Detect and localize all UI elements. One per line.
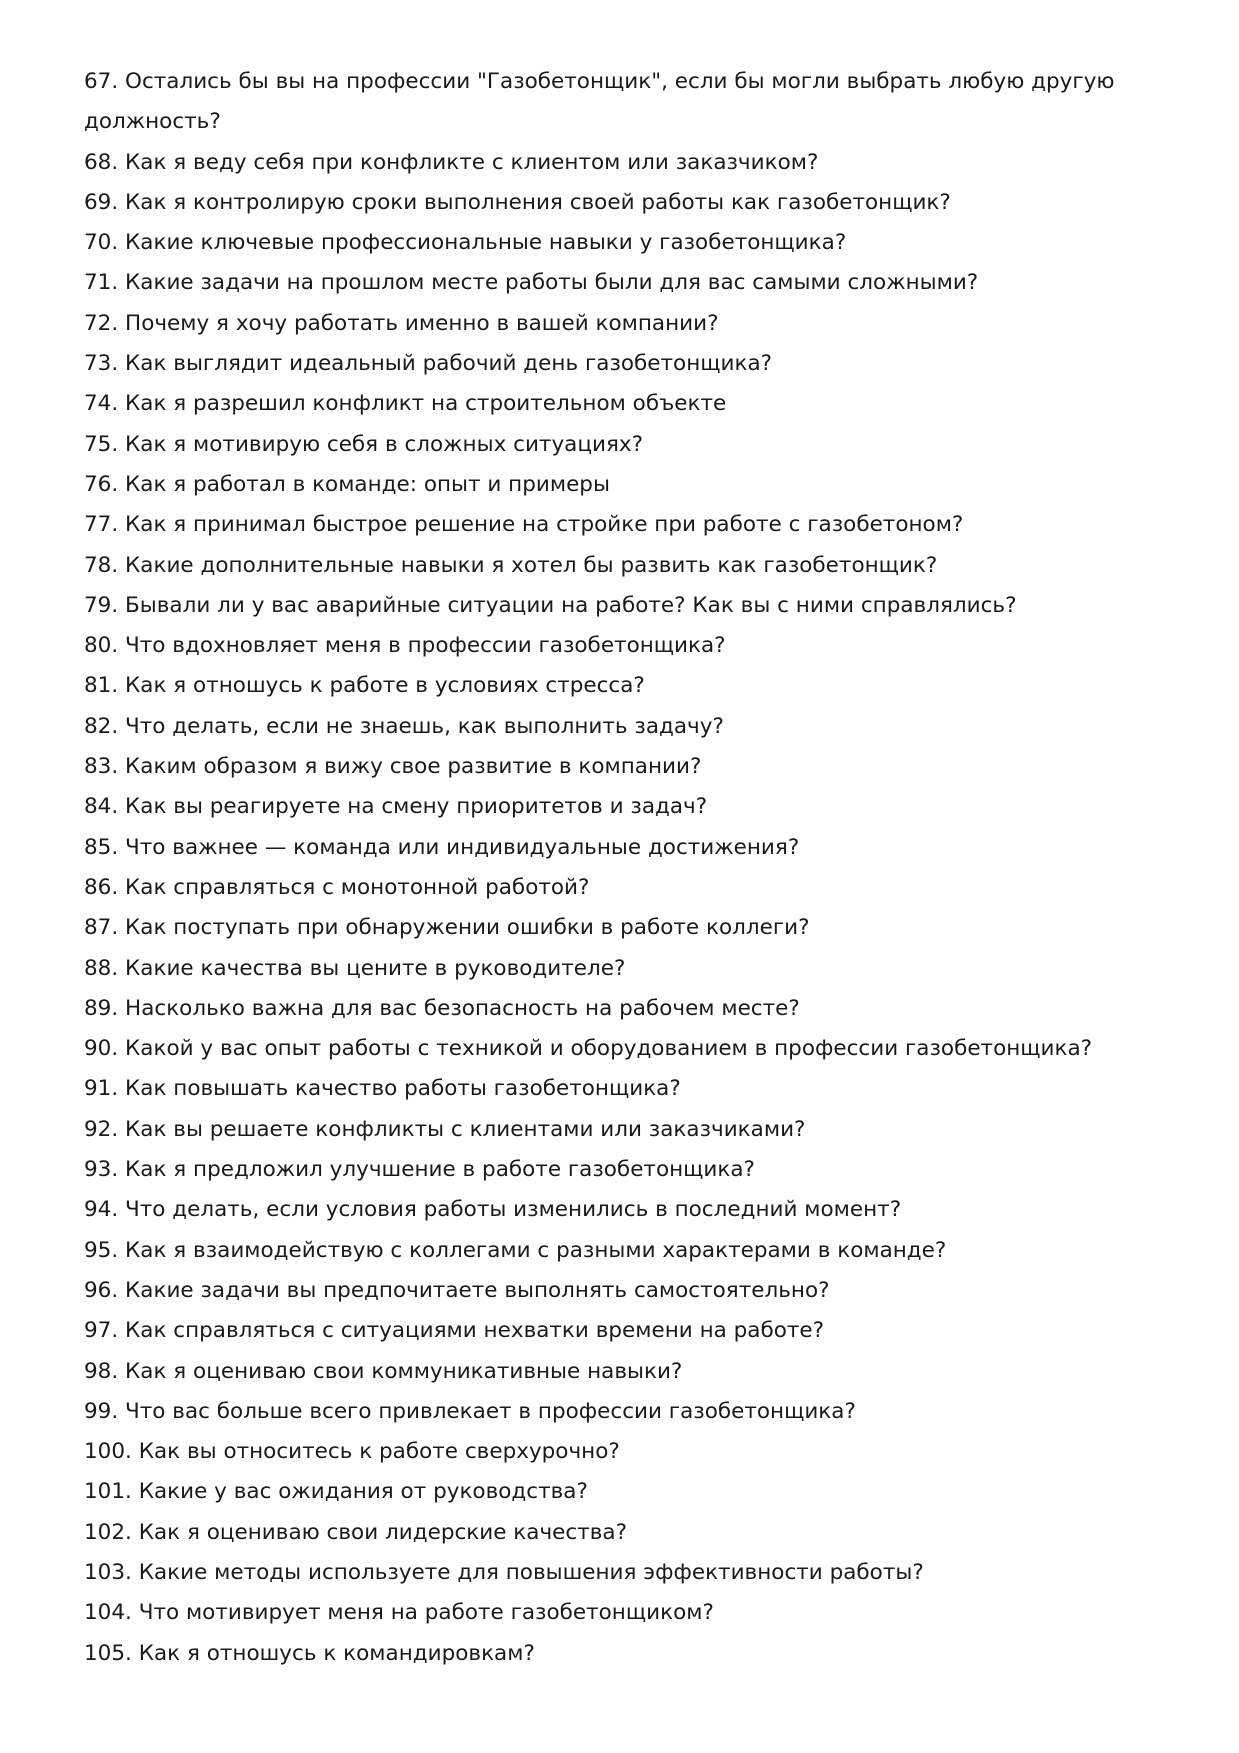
list-item: 91. Как повышать качество работы газобетонщика?: [84, 1076, 681, 1102]
list-item: 92. Как вы решаете конфликты с клиентами или заказчиками?: [84, 1116, 806, 1142]
list-item: 78. Какие дополнительные навыки я хотел бы развить как газобетонщик?: [84, 552, 938, 578]
list-item: 74. Как я разрешил конфликт на строительном объекте: [84, 391, 727, 417]
list-item: 95. Как я взаимодействую с коллегами с разными характерами в команде?: [84, 1237, 947, 1263]
list-item: 100. Как вы относитесь к работе сверхурочно?: [84, 1439, 620, 1465]
list-item: 77. Как я принимал быстрое решение на стройке при работе с газобетоном?: [84, 512, 964, 538]
list-item: 67. Остались бы вы на профессии "Газобетонщик", если бы могли выбрать любую другую должность?: [84, 69, 1115, 135]
list-item: 89. Насколько важна для вас безопасность на рабочем месте?: [84, 995, 800, 1021]
list-item: 75. Как я мотивирую себя в сложных ситуациях?: [84, 431, 644, 457]
list-item: 79. Бывали ли у вас аварийные ситуации на работе? Как вы с ними справлялись?: [84, 592, 1017, 618]
list-item: 104. Что мотивирует меня на работе газобетонщиком?: [84, 1600, 714, 1626]
list-item: 101. Какие у вас ожидания от руководства?: [84, 1479, 588, 1505]
list-item: 97. Как справляться с ситуациями нехватки времени на работе?: [84, 1318, 825, 1344]
list-item: 98. Как я оцениваю свои коммуникативные навыки?: [84, 1358, 683, 1384]
list-item: 82. Что делать, если не знаешь, как выполнить задачу?: [84, 713, 724, 739]
list-item: 68. Как я веду себя при конфликте с клиентом или заказчиком?: [84, 149, 819, 175]
list-item: 99. Что вас больше всего привлекает в профессии газобетонщика?: [84, 1398, 856, 1424]
list-item: 87. Как поступать при обнаружении ошибки в работе коллеги?: [84, 915, 810, 941]
list-item: 81. Как я отношусь к работе в условиях стресса?: [84, 673, 645, 699]
list-item: 73. Как выглядит идеальный рабочий день газобетонщика?: [84, 351, 773, 377]
list-item: 76. Как я работал в команде: опыт и примеры: [84, 471, 610, 497]
list-item: 80. Что вдохновляет меня в профессии газобетонщика?: [84, 633, 726, 659]
list-item: 94. Что делать, если условия работы изменились в последний момент?: [84, 1197, 902, 1223]
list-item: 96. Какие задачи вы предпочитаете выполнять самостоятельно?: [84, 1277, 830, 1303]
list-item: 70. Какие ключевые профессиональные навыки у газобетонщика?: [84, 230, 847, 256]
list-item: 83. Каким образом я вижу свое развитие в компании?: [84, 754, 702, 780]
list-item: 69. Как я контролирую сроки выполнения своей работы как газобетонщик?: [84, 189, 951, 215]
list-item: 86. Как справляться с монотонной работой?: [84, 874, 590, 900]
list-item: 90. Какой у вас опыт работы с техникой и оборудованием в профессии газобетонщика?: [84, 1036, 1093, 1062]
list-item: 93. Как я предложил улучшение в работе газобетонщика?: [84, 1157, 755, 1183]
list-item: 71. Какие задачи на прошлом месте работы были для вас самыми сложными?: [84, 270, 979, 296]
list-item: 72. Почему я хочу работать именно в вашей компании?: [84, 310, 719, 336]
list-item: 105. Как я отношусь к командировкам?: [84, 1640, 535, 1666]
question-list: [84, 62, 1159, 1674]
list-item: 102. Как я оцениваю свои лидерские качества?: [84, 1519, 628, 1545]
list-item: 88. Какие качества вы цените в руководителе?: [84, 955, 626, 981]
list-item: 103. Какие методы используете для повышения эффективности работы?: [84, 1559, 924, 1585]
list-item: 84. Как вы реагируете на смену приоритетов и задач?: [84, 794, 708, 820]
list-item: 85. Что важнее — команда или индивидуальные достижения?: [84, 834, 800, 860]
